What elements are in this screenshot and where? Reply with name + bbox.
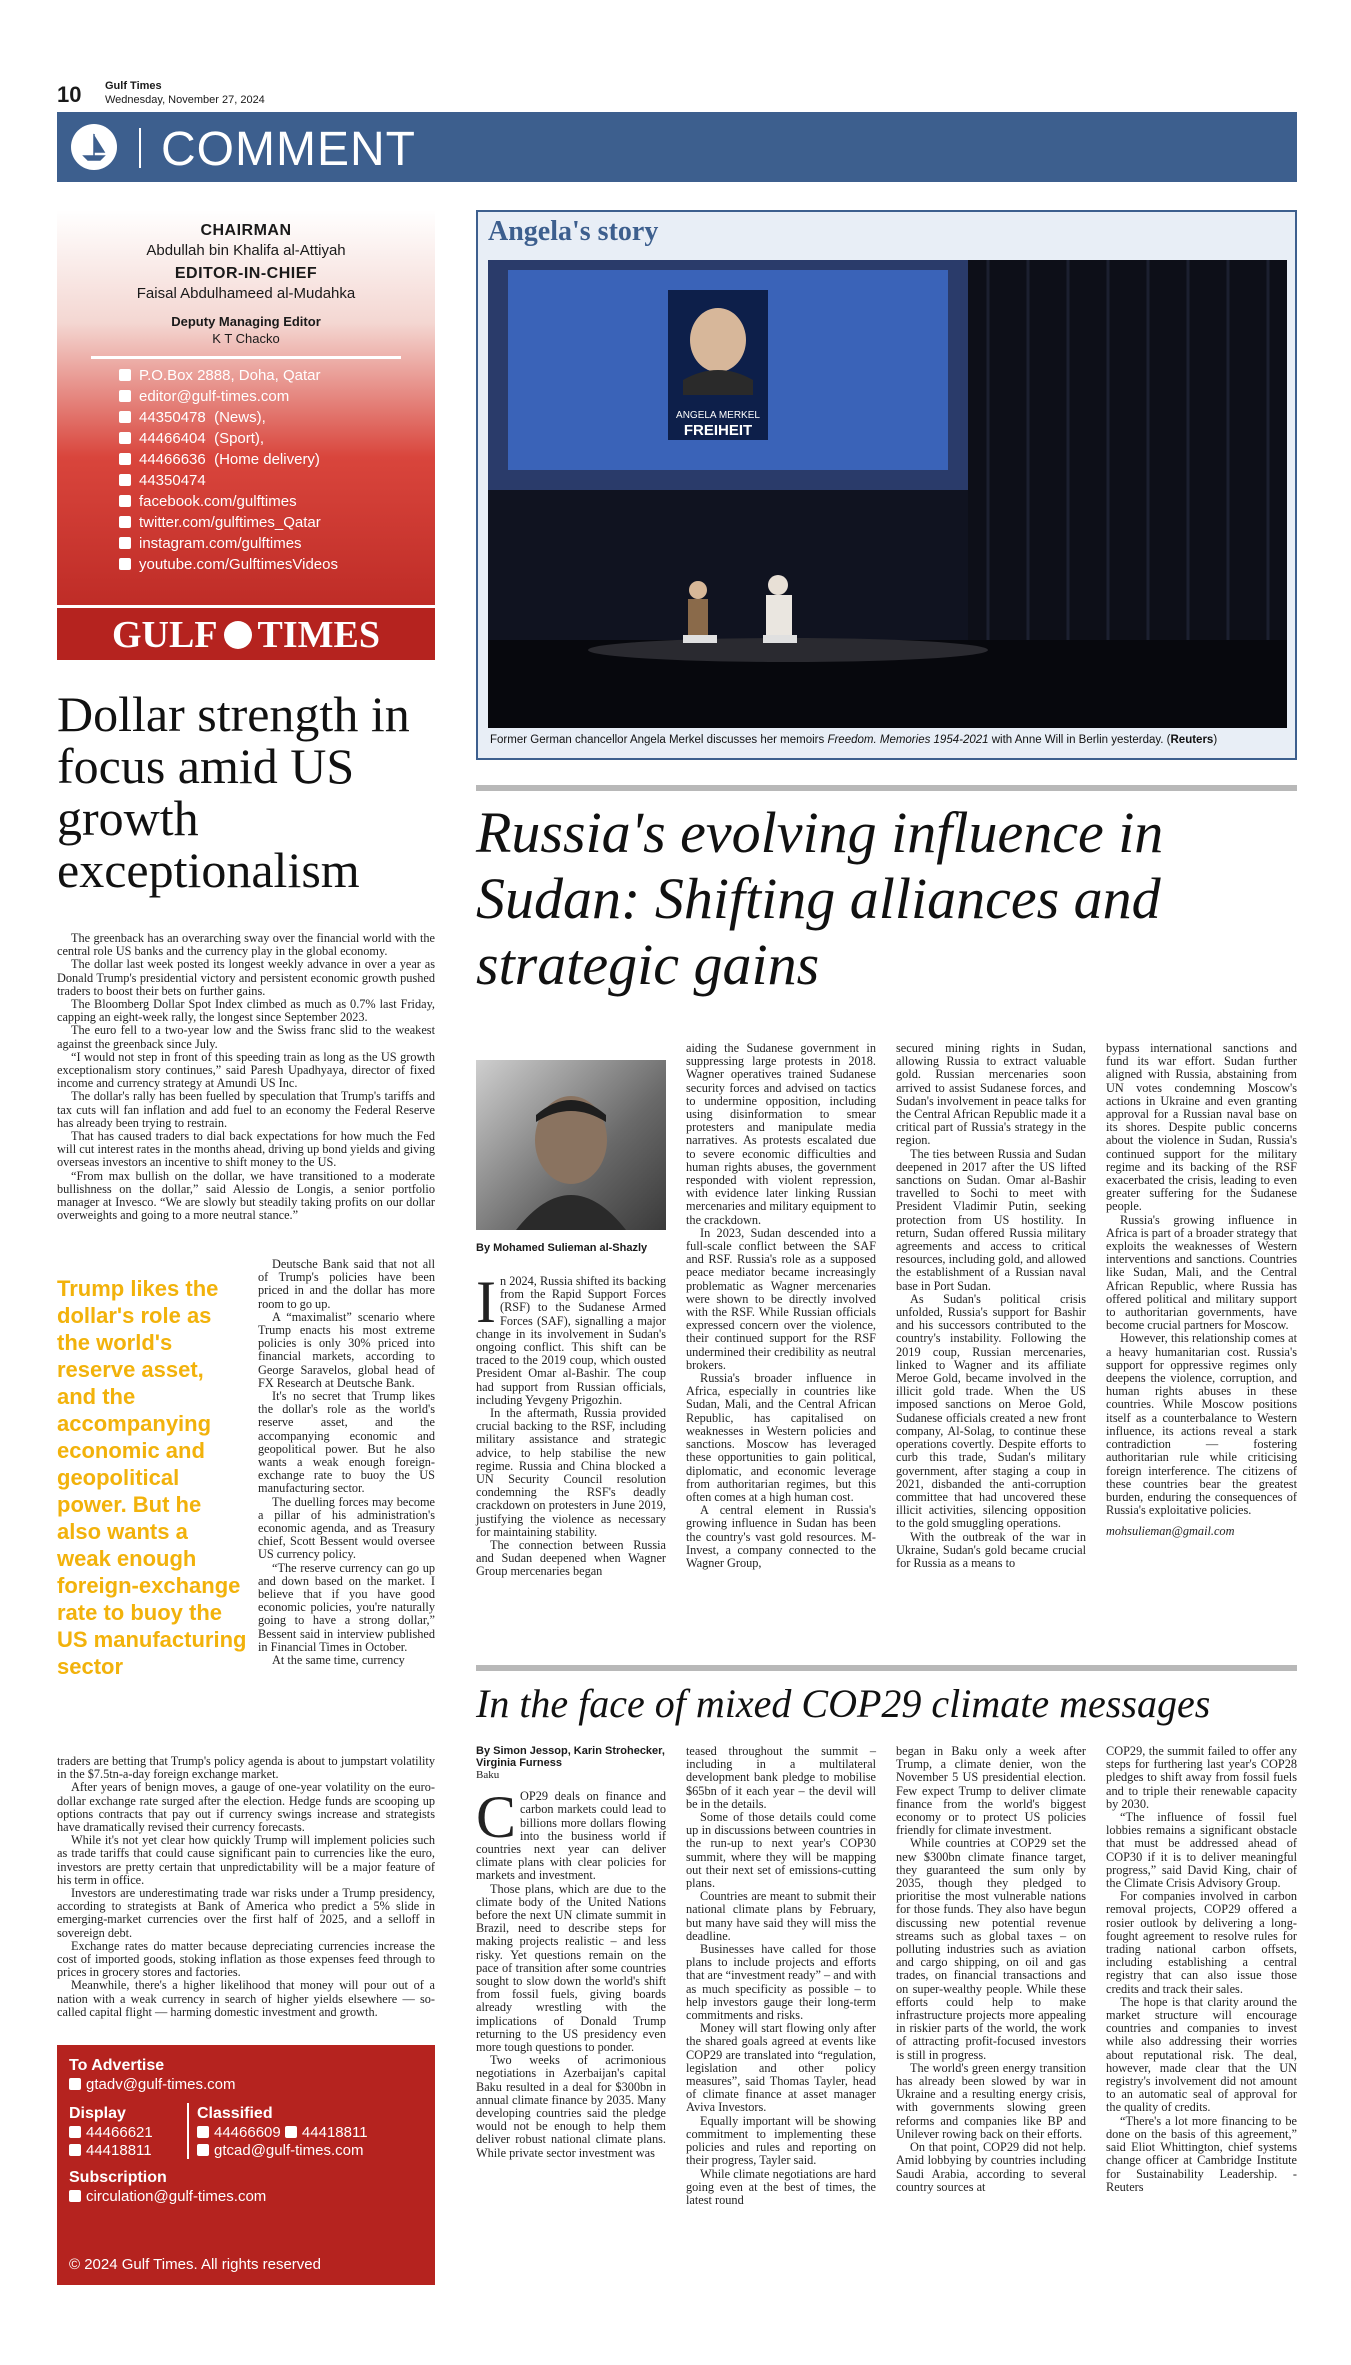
advertise-box xyxy=(57,2045,435,2285)
display-heading: Display xyxy=(69,2105,126,2122)
dollar-body-bottom: traders are betting that Trump's policy agenda is about to jumpstart volatility in the $7.5tn-a-day foreign exchange market. After years of benign moves, a gauge of one-year volatility on the euro-dollar exchange rate surged after the election. Hedge funds are scooping up options contracts that pay out if currency swings increase and strategists have dramatically revised their currency forecasts. While it's not yet clear how quickly Trump will implement policies such as trade tariffs that could cause significant pain to currencies like the euro, investors are pretty certain that unpredictability will be a major feature of his term in office. Investors are underestimating trade war risks under a Trump presidency, according to strategists at Bank of America who predict a 5% slide in emerging-market currencies over the first half of 2025, and a selloff in sovereign debt. Exchange rates do matter because depreciating currencies increase the cost of imported goods, stoking inflation as those expenses feed through to prices in grocery stores and factories. Meanwhile, there's a higher likelihood that money will pour out of a nation with a weak currency in search of higher yields elsewhere — so-called capital flight — harming domestic investment and growth. xyxy=(57,1754,435,2019)
email-icon xyxy=(69,2078,81,2090)
masthead xyxy=(57,210,435,660)
russia-headline: Russia's evolving influence in Sudan: Shifting alliances and strategic gains xyxy=(476,800,1164,997)
cop-col-2: teased throughout the summit – including in a multilateral development bank pledge to mobilise $65bn of it each year – the devil will be in the details. Some of those details could come up in discussions between countries in the run-up to next year's COP30 summit, where they will be mapping out their next set of emissions-cutting plans. Countries are meant to submit their national climate plans by February, but many have said they will miss the deadline. Businesses have called for those plans to include projects and efforts that are “investment ready” – and with as much specificity as possible – to help investors gauge their long-term commitments and risks. Money will start flowing only after the shared goals agreed at events like COP29 are translated into “regulation, legislation and other policy measures”, said Thomas Tayler, head of climate finance at asset manager Aviva Investors. Equally important will be showing commitment to implementing these policies and rules and reporting on their progress, Tayler said. While climate negotiations are hard going even at the best of times, the latest round xyxy=(686,1744,876,2207)
advertise-heading: To Advertise xyxy=(69,2057,165,2074)
editor-role: EDITOR-IN-CHIEF xyxy=(174,265,318,282)
advertise-email[interactable]: gtadv@gulf-times.com xyxy=(69,2076,423,2093)
contact-twitter[interactable]: twitter.com/gulftimes_Qatar xyxy=(119,512,435,533)
phone-icon xyxy=(119,411,131,423)
russia-col-3: secured mining rights in Sudan, allowing Russia to extract valuable gold. Russian mercenaries soon arrived to assist Sudanese forces, and Sudan's involvement in peace talks for the Central African Republic made it a critical part of Russia's strategy in the region. The ties between Russia and Sudan deepened in 2017 after the US lifted sanctions on Sudan. Omar al-Bashir travelled to Sochi to meet with President Vladimir Putin, seeking protection from US hostility. In return, Sudan offered Russia military agreements and access to critical resources, including gold, and allowed the establishment of a Russian naval base in Port Sudan. As Sudan's political crisis unfolded, Russia's support for Bashir and his successors contributed to the country's instability. Following the 2019 coup, Russian mercenaries, linked to Wagner and its affiliate Meroe Gold, became involved in the illicit gold trade. When the US imposed sanctions on Meroe Gold, Sudanese officials created a new front company, Al-Solag, to continue these operations covertly. Despite efforts to curb this trade, Sudan's military government, after staging a coup in 2021, disbanded the anti-corruption committee that had uncovered these illicit activities, silencing opposition to the gold smuggling operations. With the outbreak of the war in Ukraine, Sudan's gold became crucial for Russia as a means to xyxy=(896,1041,1086,1570)
mailbox-icon xyxy=(119,369,131,381)
banner-divider xyxy=(139,128,141,168)
chairman-name: Abdullah bin Khalifa al-Attiyah xyxy=(146,242,346,259)
russia-byline: By Mohamed Sulieman al-Shazly xyxy=(476,1242,648,1254)
section-rule xyxy=(476,1665,1297,1671)
deputy-name: K T Chacko xyxy=(212,331,280,346)
classified-email[interactable]: gtcad@gulf-times.com xyxy=(197,2142,368,2159)
dollar-body-top: The greenback has an overarching sway over the financial world with the central role US banks and the currency play in the global economy. The dollar last week posted its longest weekly advance in over a year as Donald Trump's presidential victory and persistent economic growth pushed traders to boost their bets on further gains. The Bloomberg Dollar Spot Index climbed as much as 0.7% last Friday, capping an eight-week rally, the longest since September 2023. The euro fell to a two-year low and the Swiss franc slid to the weakest against the greenback since July. “I would not step in front of this speeding train as long as the US growth exceptionalism story continues,” said Paresh Upadhyaya, director of fixed income and currency strategy at Amundi US Inc. The dollar's rally has been fuelled by speculation that Trump's tariffs and tax cuts will fan inflation and add fuel to an economy the Federal Reserve has already been trying to restrain. That has caused traders to dial back expectations for how much the Fed will cut interest rates in the months ahead, driving up bond yields and giving overseas investors an incentive to shift money to the US. “From max bullish on the dollar, we have transitioned to a moderate bullishness on the dollar,” said Alessio de Longis, a senior portfolio manager at Invesco. “We are slowly but steadily taking profits on our dollar overweights and going to a more neutral stance.” xyxy=(57,931,435,1223)
screen-title: FREIHEIT xyxy=(683,422,753,439)
display-fax[interactable]: 44418811 xyxy=(69,2142,181,2159)
phone-icon xyxy=(119,432,131,444)
page-number: 10 xyxy=(57,82,82,107)
contact-fax[interactable]: 44350474 xyxy=(119,470,435,491)
classified-heading: Classified xyxy=(197,2105,273,2122)
phone-icon xyxy=(69,2126,81,2138)
youtube-icon xyxy=(119,558,131,570)
section-rule xyxy=(476,785,1297,791)
masthead-divider xyxy=(91,356,401,359)
author-photo xyxy=(476,1060,666,1230)
fax-icon xyxy=(285,2126,297,2138)
dhow-logo-icon xyxy=(71,124,117,170)
angela-title: Angela's story xyxy=(488,216,659,247)
merkel-event-photo xyxy=(488,260,1287,728)
paper-name: Gulf Times xyxy=(105,80,162,92)
drop-cap: C xyxy=(476,1784,517,1851)
angela-photo-box xyxy=(476,210,1297,760)
facebook-icon xyxy=(119,495,131,507)
contact-address: P.O.Box 2888, Doha, Qatar xyxy=(119,365,435,386)
cop-col-4: COP29, the summit failed to offer any steps for furthering last year's COP28 pledges to shift away from fossil fuels and to triple their renewable capacity by 2030. “The influence of fossil fuel lobbies remains a significant obstacle that must be addressed ahead of COP30 if it is to deliver meaningful progress,” said David King, chair of the Climate Crisis Advisory Group. For companies involved in carbon removal projects, COP29 offered a rosier outlook by delivering a long-fought agreement to resolve rules for trading national carbon offsets, including establishing a central registry that can also issue those credits and track their sales. The hope is that clarity around the market structure will encourage countries and companies to invest while also addressing their worries about reputational risk. The deal, however, made clear that the UN registry's involvement did not amount to an automatic seal of approval for the quality of credits. “There's a lot more financing to be done on the basis of this agreement,” said Eliot Whittington, chief systems change officer at Cambridge Institute for Sustainability Leadership. - Reuters xyxy=(1106,1744,1297,2194)
russia-col-4: bypass international sanctions and fund its war effort. Sudan further aligned with Russia, abstaining from UN votes condemning Moscow's actions in Ukraine and even granting approval for a Russian naval base on its shores. Despite public concerns about the violence in Sudan, Russia's continued support for the military regime and its backing of the RSF exacerbated the crisis, leading to even greater suffering for the Sudanese people. Russia's growing influence in Africa is part of a broader strategy that exploits the weaknesses of Western interventions and sanctions. Countries like Sudan, Mali, and the Central African Republic, where Russia has offered political and military support to authoritarian governments, have become crucial partners for Moscow. However, this relationship comes at a heavy humanitarian cost. Russia's support for oppressive regimes only deepens the violence, corruption, and human rights abuses in these countries. While Moscow positions itself as a counterbalance to Western influence, its actions reveal a stark contradiction — fostering authoritarian rule while criticising foreign interference. The citizens of these countries bear the greatest burden, enduring the consequences of Russia's exploitative policies. mohsulieman@gmail.com xyxy=(1106,1041,1297,1539)
copyright: © 2024 Gulf Times. All rights reserved xyxy=(69,2256,321,2273)
russia-col-1: In 2024, Russia shifted its backing from the Rapid Support Forces (RSF) to the Sudanese Armed Forces (SAF), signalling a major change in its involvement in Sudan's ongoing conflict. This shift can be traced to the 2019 coup, which ousted President Omar al-Bashir. The coup had support from Russian officials, including Yevgeny Prigozhin. In the aftermath, Russia provided crucial backing to the RSF, including military assistance and strategic advice, to help stabilise the new regime. Russia and China blocked a UN Security Council resolution condemning the RSF's deadly crackdown on protesters in June 2019, justifying the violence as necessary for maintaining stability. The connection between Russia and Sudan deepened when Wagner Group mercenaries began xyxy=(476,1269,666,1579)
section-banner xyxy=(57,112,1297,182)
logo-dhow-icon xyxy=(224,621,252,649)
section-title: COMMENT xyxy=(161,123,416,176)
gulf-times-logo: GULF TIMES xyxy=(57,605,435,660)
contact-news-phone[interactable]: 44350478 (News), xyxy=(119,407,435,428)
phone-icon xyxy=(197,2126,209,2138)
cop-col-3: began in Baku only a week after Trump, a climate denier, won the November 5 US presidential election. Few expect Trump to deliver climate finance from the world's biggest economy or to protect US policies friendly for climate investment. While countries at COP29 set the new $300bn climate finance target, they guaranteed the sum only by 2035, though they pledged to prioritise the most vulnerable nations for those funds. They also have begun discussing new potential revenue streams such as global taxes – on polluting industries such as aviation and cargo shipping, on oil and gas trades, on financial transactions and on super-wealthy people. While these efforts could help to make infrastructure projects more appealing in riskier parts of the world, the work of attracting profit-focused investors is still in progress. The world's green energy transition has already been slowed by war in Ukraine and a resulting energy crisis, with governments slowing green reforms and companies like BP and Unilever rowing back on their efforts. On that point, COP29 did not help. Amid lobbying by countries including Saudi Arabia, according to several country sources at xyxy=(896,1744,1086,2194)
page-header xyxy=(57,76,1297,106)
subscription-email[interactable]: circulation@gulf-times.com xyxy=(69,2188,423,2205)
classified-phones[interactable]: 44466609 44418811 xyxy=(197,2124,368,2141)
issue-date: Wednesday, November 27, 2024 xyxy=(105,94,265,106)
dollar-body-column: Deutsche Bank said that not all of Trump's policies have been priced in and the dollar has more room to go up. A “maximalist” scenario where Trump enacts his most extreme policies is only 30% priced into financial markets, according to George Saravelos, global head of FX Research at Deutsche Bank. It's no secret that Trump likes the dollar's role as the world's reserve asset, and the accompanying economic and geopolitical power. But he also wants a weak enough foreign-exchange rate to buoy the US manufacturing sector. The duelling forces may become a pillar of his administration's economic agenda, and as Treasury chief, Scott Bessent would oversee US currency policy. “The reserve currency can go up and down based on the market. I believe that if you have good economic policies, you're naturally going to have a strong dollar,” Bessent said in interview published in Financial Times in October. At the same time, currency xyxy=(258,1257,435,1668)
russia-col-2: aiding the Sudanese government in suppressing large protests in 2018. Wagner operatives trained Sudanese security forces and advised on tactics to undermine opposition, including using disinformation to smear protesters and manipulate media narratives. As protests escalated due to severe economic difficulties and human rights abuses, the government responded with violent repression, with evidence later linking Russian mercenaries and military equipment to the crackdown. In 2023, Sudan descended into a full-scale conflict between the SAF and RSF. Russia's role as a supposed peace mediator became increasingly problematic as Wagner mercenaries were shown to be directly involved with the RSF. While Russian officials expressed concern over the violence, their continued support for the RSF undermined their credibility as neutral brokers. Russia's broader influence in Africa, especially in countries like Sudan, Mali, and the Central African Republic, has capitalised on weaknesses in Western policies and sanctions. Moscow has leveraged these opportunities to gain political, diplomatic, and economic leverage from authoritarian regimes, but this often comes at a high human cost. A central element in Russia's growing influence in Sudan has been the country's vast gold resources. M-Invest, a company connected to the Wagner Group, xyxy=(686,1041,876,1570)
cop-byline: By Simon Jessop, Karin Strohecker, Virginia Furness xyxy=(476,1745,665,1769)
subscription-heading: Subscription xyxy=(69,2169,167,2186)
chairman-role: CHAIRMAN xyxy=(200,222,292,239)
contact-facebook[interactable]: facebook.com/gulftimes xyxy=(119,491,435,512)
contact-list xyxy=(57,365,435,575)
email-icon xyxy=(69,2190,81,2202)
contact-instagram[interactable]: instagram.com/gulftimes xyxy=(119,533,435,554)
screen-author: ANGELA MERKEL xyxy=(676,410,760,421)
author-email[interactable]: mohsulieman@gmail.com xyxy=(1106,1524,1235,1539)
editor-name: Faisal Abdulhameed al-Mudahka xyxy=(136,285,356,302)
dollar-pullquote: Trump likes the dollar's role as the world's reserve asset, and the accompanying economic and geopolitical power. But he also wants a weak enough foreign-exchange rate to buoy the US manufacturing sector xyxy=(57,1276,247,1679)
email-icon xyxy=(197,2144,209,2156)
contact-sport-phone[interactable]: 44466404 (Sport), xyxy=(119,428,435,449)
cop-col-1: By Simon Jessop, Karin Strohecker, Virginia Furness Baku COP29 deals on finance and carbon markets could lead to billions more dollars flowing into the business world if countries next year can deliver climate plans with clear policies for markets and investment. Those plans, which are due to the climate body of the United Nations before the next UN climate summit in Brazil, need to describe steps for making projects realistic – and less risky. Yet questions remain on the pace of transition after some countries sought to slow down the world's shift from fossil fuels, giving boards already wrestling with the implications of Donald Trump returning to the US presidency even more tough questions to ponder. Two weeks of acrimonious negotiations in Azerbaijan's capital Baku resulted in a deal for $300bn in annual climate finance by 2035. Many developing countries said the pledge would not be enough to help them deliver robust national climate plans. While private sector investment was xyxy=(476,1745,666,2160)
cop-headline: In the face of mixed COP29 climate messages xyxy=(476,1681,1211,1726)
phone-icon xyxy=(119,453,131,465)
cop-dateline: Baku xyxy=(476,1769,500,1781)
contact-email[interactable]: editor@gulf-times.com xyxy=(119,386,435,407)
x-twitter-icon xyxy=(119,516,131,528)
photo-caption: Former German chancellor Angela Merkel discusses her memoirs Freedom. Memories 1954-2021 with Anne Will in Berlin yesterday. (Reuters) xyxy=(490,734,1218,746)
contact-delivery-phone[interactable]: 44466636 (Home delivery) xyxy=(119,449,435,470)
display-phone[interactable]: 44466621 xyxy=(69,2124,181,2141)
email-icon xyxy=(119,390,131,402)
contact-youtube[interactable]: youtube.com/GulftimesVideos xyxy=(119,554,435,575)
fax-icon xyxy=(69,2144,81,2156)
deputy-role: Deputy Managing Editor xyxy=(171,314,321,329)
instagram-icon xyxy=(119,537,131,549)
dollar-headline: Dollar strength in focus amid US growth exceptionalism xyxy=(57,686,410,898)
fax-icon xyxy=(119,474,131,486)
drop-cap: I xyxy=(476,1269,496,1335)
